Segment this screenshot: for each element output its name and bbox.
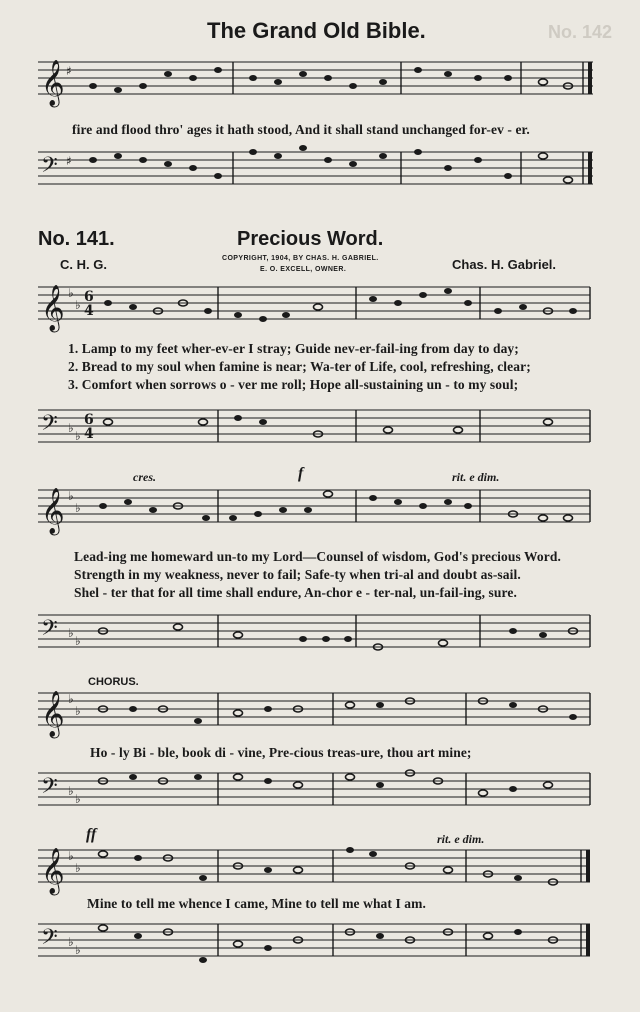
system-2-bass-staff (38, 615, 590, 655)
chorus-label: CHORUS. (88, 676, 139, 688)
verse-3-line-1: 3. Comfort when sorrows o - ver me roll; Hope all-sustaining un - to my soul; (68, 377, 519, 392)
svg-text:♭: ♭ (68, 935, 74, 949)
svg-text:6: 6 (84, 289, 94, 305)
svg-text:♭: ♭ (75, 298, 81, 312)
svg-text:♭: ♭ (68, 849, 74, 863)
svg-text:𝄢: 𝄢 (41, 411, 58, 441)
svg-text:♭: ♭ (75, 861, 81, 875)
svg-text:4: 4 (84, 303, 94, 319)
svg-text:𝄞: 𝄞 (41, 848, 65, 894)
dynamic-forte: f (298, 465, 304, 482)
svg-text:♭: ♭ (68, 421, 74, 435)
dynamic-fortissimo: ff (86, 826, 97, 843)
previous-hymn-lyric: fire and flood thro' ages it hath stood, And it shall stand unchanged for-ev - er. (72, 122, 530, 137)
svg-text:♭: ♭ (75, 634, 81, 648)
hymn-title: Precious Word. (237, 228, 384, 250)
faded-page-number: No. 142 (548, 22, 613, 42)
verse-1-line-2: Lead-ing me homeward un-to my Lord—Counsel of wisdom, God's precious Word. (74, 549, 561, 564)
dynamic-rit-2: rit. e dim. (437, 832, 485, 846)
svg-text:♯: ♯ (66, 64, 72, 78)
svg-text:♯: ♯ (66, 154, 72, 168)
svg-text:♭: ♭ (68, 489, 74, 503)
svg-text:𝄞: 𝄞 (41, 691, 65, 737)
svg-text:4: 4 (84, 426, 94, 442)
svg-text:𝄢: 𝄢 (41, 153, 58, 183)
svg-text:𝄢: 𝄢 (41, 616, 58, 646)
lyricist: C. H. G. (60, 257, 107, 272)
previous-hymn-bass-staff (38, 152, 593, 192)
svg-text:𝄢: 𝄢 (41, 774, 58, 804)
hymn-number: No. 141. (38, 228, 115, 250)
previous-hymn-treble-staff (38, 60, 593, 106)
svg-text:♭: ♭ (75, 943, 81, 957)
svg-text:𝄢: 𝄢 (41, 925, 58, 955)
dynamic-cres: cres. (133, 470, 156, 484)
chorus-bass-staff (38, 773, 590, 813)
svg-text:𝄞: 𝄞 (41, 488, 65, 534)
chorus-line-2: Mine to tell me whence I came, Mine to tell me what I am. (87, 896, 426, 911)
final-treble-staff (38, 848, 590, 894)
system-1-treble-staff (38, 285, 590, 331)
svg-text:♭: ♭ (68, 692, 74, 706)
system-2-treble-staff (38, 488, 590, 534)
svg-text:♭: ♭ (75, 792, 81, 806)
svg-text:♭: ♭ (75, 704, 81, 718)
system-1-bass-staff (38, 410, 590, 450)
verse-3-line-2: Shel - ter that for all time shall endure, An-chor e - ter-nal, un-fail-ing, sure. (74, 585, 517, 600)
svg-text:♭: ♭ (75, 501, 81, 515)
final-bass-staff (38, 924, 590, 964)
svg-text:♭: ♭ (68, 784, 74, 798)
chorus-line-1: Ho - ly Bi - ble, book di - vine, Pre-cious treas-ure, thou art mine; (90, 745, 472, 760)
verse-2-line-2: Strength in my weakness, never to fail; Safe-ty when tri-al and doubt as-sail. (74, 567, 521, 582)
svg-text:♭: ♭ (68, 286, 74, 300)
svg-text:♭: ♭ (68, 626, 74, 640)
verse-1-line-1: 1. Lamp to my feet wher-ev-er I stray; Guide nev-er-fail-ing from day to day; (68, 341, 519, 356)
verse-2-line-1: 2. Bread to my soul when famine is near; Wa-ter of Life, cool, refreshing, clear; (68, 359, 531, 374)
svg-text:6: 6 (84, 412, 94, 428)
previous-hymn-title: The Grand Old Bible. (207, 18, 426, 43)
svg-text:♭: ♭ (75, 429, 81, 443)
dynamic-rit-1: rit. e dim. (452, 470, 500, 484)
svg-text:𝄞: 𝄞 (41, 60, 65, 106)
chorus-treble-staff (38, 691, 590, 737)
copyright-line-2: E. O. EXCELL, OWNER. (260, 266, 347, 273)
svg-text:𝄞: 𝄞 (41, 285, 65, 331)
composer: Chas. H. Gabriel. (452, 257, 557, 272)
copyright-line-1: COPYRIGHT, 1904, BY CHAS. H. GABRIEL. (222, 255, 379, 262)
